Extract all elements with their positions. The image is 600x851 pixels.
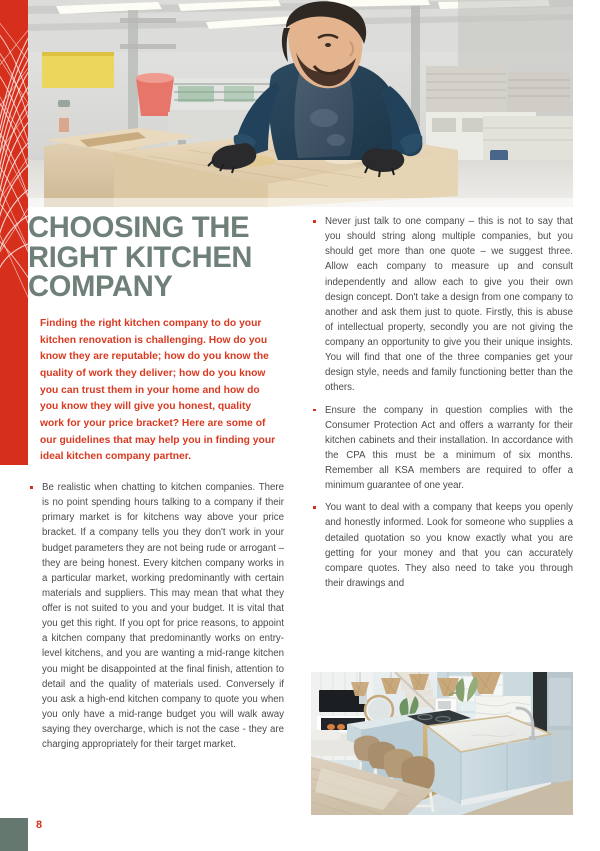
right-bullet-list [311, 214, 573, 591]
kitchen-interior-photo [311, 672, 573, 815]
left-bullet-list [28, 480, 284, 752]
right-column [311, 214, 573, 591]
page-number: 8 [36, 819, 43, 831]
hero-photo-workshop [28, 0, 573, 207]
page-title: CHOOSING THE RIGHT KITCHEN COMPANY [28, 211, 253, 304]
standfirst-intro: Finding the right kitchen company to do your kitchen renovation is challenging. How do you know they are reputable; how do you know the quality of work they deliver; how do you know you can trust them in your home and how do you know they will give you honest, quality work for your price bracket? Here are some of our guidelines that may help you in finding your ideal kitchen company partner. [40, 318, 276, 463]
list-item: Be realistic when chatting to kitchen companies. There is no point spending hours talking to a company if their primary market is for kitchens way above your price bracket. If a company tells you they don't work in your budget parameters they are not being rude or arrogant – they are being honest. Every kitchen company works in a particular market, working predominantly with certain materials and suppliers. This may mean that what they offer is not suited to you and your budget. It is vital that you get this right. If you opt for price reasons, to appoint a kitchen company that predominantly works on entry-level kitchens, and you are wanting a mid-range kitchen you might be disappointed at the final finish, attention to detail and the quality of materials used. Conversely if you ask a high-end kitchen company to quote you when you only have a mid-range budget you will walk away saying they overcharge, which is not the case - they are charging appropriately for their target market. [28, 480, 284, 752]
list-item: Ensure the company in question complies with the Consumer Protection Act and offers a warranty for their kitchen cabinets and their installation. In accordance with the CPA this must be a minimum of six months. Remember all KSA members are required to offer a minimum guarantee of one year. [311, 403, 573, 494]
list-item: Never just talk to one company – this is not to say that you should string along multiple companies, but you should get more than one quote – we suggest three. Allow each company to measure up and consult independently and allow each to give you their own design concept. Don't take a design from one company to another and ask them just to quote. Firstly, this is abuse of intellectual property, secondly you are not giving the company an opportunity to give you their unique insights. You will find that one of the three companies get your design style, needs and family functioning better than the others. [311, 214, 573, 396]
left-red-spine [0, 0, 28, 465]
footer-color-block [0, 818, 28, 851]
left-column [28, 213, 284, 752]
list-item: You want to deal with a company that keeps you openly and honestly informed. Look for someone who supplies a detailed quotation so you know exactly what you are getting for your money and that you can accurately compare quotes. They also need to take you through their drawings and [311, 500, 573, 591]
spine-mesh-pattern [0, 18, 28, 310]
